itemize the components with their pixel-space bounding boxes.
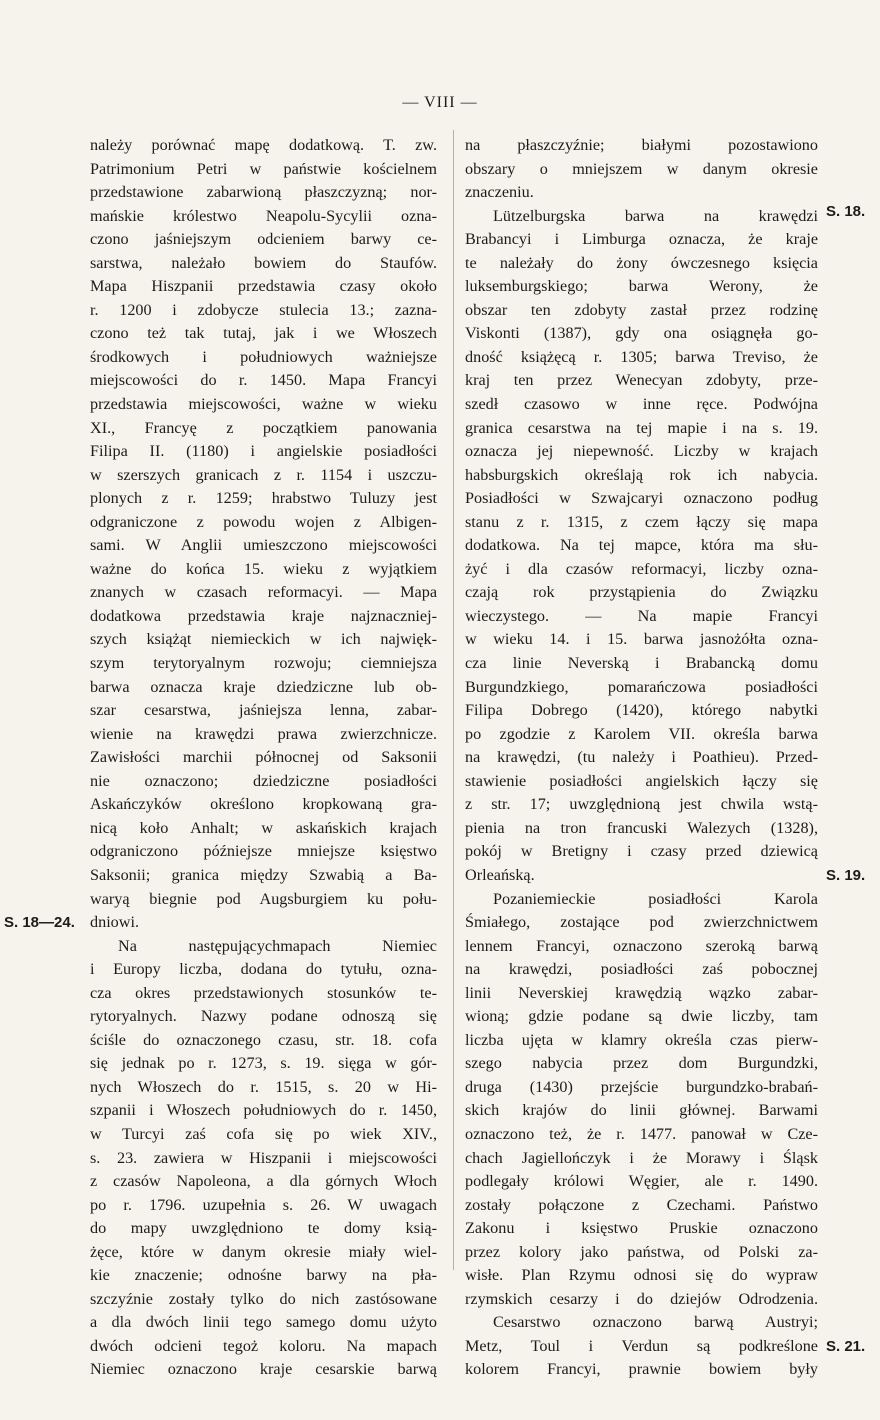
text-line: z str. 17; uwzględnioną jest chwila wstą- — [465, 795, 818, 814]
text-line: środkowych i południowych ważniejsze — [90, 347, 437, 366]
text-line: czono jaśniejszym odcieniem barwy ce- — [90, 230, 437, 249]
text-line: rzymskich cesarzy i do dziejów Odrodzenia. — [465, 1289, 818, 1308]
text-line: szym terytoryalnym rozwoju; ciemniejsza — [90, 654, 437, 673]
text-line: r. 1200 i zdobycze stulecia 13.; zazna- — [90, 300, 437, 319]
text-line: kie znaczenie; odnośne barwy na pła- — [90, 1266, 437, 1285]
text-line: Niemiec oznaczono kraje cesarskie barwą — [90, 1360, 437, 1379]
text-line: Brabancyi i Limburga oznacza, że kraje — [465, 230, 818, 249]
text-line: dodatkowa. Na tej mapce, która ma słu- — [465, 536, 818, 555]
text-line: szpanii i Włoszech południowych do r. 1450, — [90, 1101, 437, 1120]
text-line: szczyźnie zostały tylko do nich zastósowane — [90, 1289, 437, 1308]
text-line: przedstawione zabarwioną płaszczyzną; nor- — [90, 183, 437, 202]
text-line: z czasów Napoleona, a dla górnych Włoch — [90, 1172, 437, 1191]
text-line: wienie na krawędzi prawa zwierzchnicze. — [90, 724, 437, 743]
text-line: Śmiałego, zostające pod zwierzchnictwem — [465, 913, 818, 932]
text-line: ściśle do oznaczonego czasu, str. 18. cofa — [90, 1030, 437, 1049]
text-line: nych Włoszech do r. 1515, s. 20 w Hi- — [90, 1077, 437, 1096]
text-line: szych książąt niemieckich w ich najwięk- — [90, 630, 437, 649]
text-line: po zgodzie z Karolem VII. określa barwa — [465, 724, 818, 743]
margin-note-s18: S. 18. — [826, 203, 866, 220]
margin-note-s18-24: S. 18—24. — [4, 914, 75, 931]
text-line: nie oznaczono; dziedziczne posiadłości — [90, 771, 437, 790]
text-line: waryą biegnie pod Augsburgiem ku połu- — [90, 889, 437, 908]
text-line: oznacza jej niepewność. Liczby w krajach — [465, 442, 818, 461]
left-column — [90, 134, 437, 1382]
text-line: a dla dwóch linii tego samego domu użyto — [90, 1313, 437, 1332]
text-line: liczba ujęta w klamry określa czas pierw- — [465, 1030, 818, 1049]
margin-note-s21: S. 21. — [826, 1338, 866, 1355]
text-line: granica cesarstwa na tej mapie i na s. 19. — [465, 418, 818, 437]
text-line: Zawisłości marchii północnej od Saksonii — [90, 748, 437, 767]
text-line: czają rok przystąpienia do Związku — [465, 583, 818, 602]
text-line: Mapa Hiszpanii przedstawia czasy około — [90, 277, 437, 296]
text-line: Viskonti (1387), gdy ona osiągnęła go- — [465, 324, 818, 343]
text-line: wioną; gdzie podane są dwie liczby, tam — [465, 1007, 818, 1026]
right-column — [465, 134, 818, 1382]
text-line: stawienie posiadłości angielskich łączy się — [465, 771, 818, 790]
text-line: s. 23. zawiera w Hiszpanii i miejscowości — [90, 1148, 437, 1167]
text-line: i Europy liczba, dodana do tytułu, ozna- — [90, 960, 437, 979]
text-line: Cesarstwo oznaczono barwą Austryi; — [493, 1313, 818, 1332]
text-line: luksemburgskiego; barwa Werony, że — [465, 277, 818, 296]
text-line: na krawędzi, (tu należy i Poathieu). Przed- — [465, 748, 818, 767]
text-line: żęce, które w danym okresie miały wiel- — [90, 1242, 437, 1261]
text-line: plonych z r. 1259; hrabstwo Tuluzy jest — [90, 489, 437, 508]
text-line: ważne do końca 15. wieku z wyjątkiem — [90, 559, 437, 578]
text-line: obszary o mniejszem w danym okresie — [465, 159, 818, 178]
text-line: miejscowości do r. 1450. Mapa Francyi — [90, 371, 437, 390]
text-line: Askańczyków określono kropkowaną gra- — [90, 795, 437, 814]
text-line: do mapy uwzględniono te domy ksią- — [90, 1219, 437, 1238]
text-line: znaczeniu. — [465, 183, 534, 202]
text-line: Filipa II. (1180) i angielskie posiadłości — [90, 442, 437, 461]
text-line: chach Jagiellończyk i że Morawy i Śląsk — [465, 1148, 818, 1167]
text-line: zostały połączone z Czechami. Państwo — [465, 1195, 818, 1214]
text-line: sami. W Anglii umieszczono miejscowości — [90, 536, 437, 555]
text-line: dwóch odcieni tegoż koloru. Na mapach — [90, 1336, 437, 1355]
text-line: kraj ten przez Wenecyan zdobyty, prze- — [465, 371, 818, 390]
text-line: Posiadłości w Szwajcaryi oznaczono podług — [465, 489, 818, 508]
text-line: habsburgskich określają rok ich nabycia. — [465, 465, 818, 484]
text-line: kolorem Francyi, prawnie bowiem były — [465, 1360, 818, 1379]
text-line: pokój w Bretigny i czasy przed dziewicą — [465, 842, 818, 861]
margin-note-s19: S. 19. — [826, 867, 866, 884]
text-line: znanych w czasach reformacyi. — Mapa — [90, 583, 437, 602]
text-line: dność książęcą r. 1305; barwa Treviso, że — [465, 347, 818, 366]
text-line: dniowi. — [90, 913, 140, 932]
text-line: linii Neverskiej krawędzią wązko zabar- — [465, 983, 818, 1002]
text-line: obszar ten zdobyty zastał przez rodzinę — [465, 300, 818, 319]
text-line: szedł czasowo w inne ręce. Podwójna — [465, 395, 818, 414]
text-line: w wieku 14. i 15. barwa jasnożółta ozna- — [465, 630, 818, 649]
text-line: Saksonii; granica między Szwabią a Ba- — [90, 865, 437, 884]
column-divider — [453, 130, 454, 1270]
text-line: Metz, Toul i Verdun są podkreślone — [465, 1336, 818, 1355]
text-line: Filipa Dobrego (1420), którego nabytki — [465, 701, 818, 720]
text-line: pienia na tron francuski Walezych (1328), — [465, 818, 818, 837]
text-line: czono też tak tutaj, jak i we Włoszech — [90, 324, 437, 343]
text-line: przedstawia miejscowości, ważne w wieku — [90, 395, 437, 414]
text-line: odgraniczone z powodu wojen z Albigen- — [90, 512, 437, 531]
text-line: Zakonu i księstwo Pruskie oznaczono — [465, 1219, 818, 1238]
text-line: odgraniczono późniejsze mniejsze księstwo — [90, 842, 437, 861]
text-line: te należały do żony ówczesnego księcia — [465, 253, 818, 272]
text-line: Na następującychmapach Niemiec — [118, 936, 437, 955]
text-line: barwa oznacza kraje dziedziczne lub ob- — [90, 677, 437, 696]
text-line: oznaczono też, że r. 1477. panował w Cze- — [465, 1124, 818, 1143]
text-line: mańskie królestwo Neapolu-Sycylii ozna- — [90, 206, 437, 225]
text-line: skich krajów do linii głównej. Barwami — [465, 1101, 818, 1120]
text-line: się jednak po r. 1273, s. 19. sięga w gór- — [90, 1054, 437, 1073]
text-line: szego nabycia przez dom Burgundzki, — [465, 1054, 818, 1073]
text-line: należy porównać mapę dodatkową. T. zw. — [90, 136, 437, 154]
text-line: rytoryalnych. Nazwy podane odnoszą się — [90, 1007, 437, 1026]
text-line: żyć i dla czasów reformacyi, liczby ozna- — [465, 559, 818, 578]
text-line: Orleańską. — [465, 865, 535, 884]
text-line: druga (1430) przejście burgundzko-brabań- — [465, 1077, 818, 1096]
text-line: w Turcyi zaś cofa się po wiek XIV., — [90, 1124, 437, 1143]
text-line: stanu z r. 1315, z czem łączy się mapa — [465, 512, 818, 531]
text-line: wisłe. Plan Rzymu odnosi się do wypraw — [465, 1266, 818, 1285]
text-line: podlegały królowi Węgier, ale r. 1490. — [465, 1172, 818, 1191]
text-line: lennem Francyi, oznaczono szeroką barwą — [465, 936, 818, 955]
text-line: sarstwa, należało bowiem do Staufów. — [90, 253, 437, 272]
text-line: na płaszczyźnie; białymi pozostawiono — [465, 136, 818, 154]
text-line: wieczystego. — Na mapie Francyi — [465, 606, 818, 625]
text-line: Lützelburgska barwa na krawędzi — [493, 206, 818, 225]
text-line: dodatkowa przedstawia kraje najznaczniej- — [90, 606, 437, 625]
page-number: — VIII — — [402, 94, 478, 111]
text-line: Patrimonium Petri w państwie kościelnem — [90, 159, 437, 178]
text-line: w szerszych granicach z r. 1154 i uszczu- — [90, 465, 437, 484]
text-line: cza okres przedstawionych stosunków te- — [90, 983, 437, 1002]
text-line: przez kolory jako państwa, od Polski za- — [465, 1242, 818, 1261]
text-line: Burgundzkiego, pomarańczowa posiadłości — [465, 677, 818, 696]
text-line: po r. 1796. uzupełnia s. 26. W uwagach — [90, 1195, 437, 1214]
text-line: Pozaniemieckie posiadłości Karola — [493, 889, 818, 908]
text-line: cza linie Neverską i Brabancką domu — [465, 654, 818, 673]
text-line: XI., Francyę z początkiem panowania — [90, 418, 437, 437]
text-line: szar cesarstwa, jaśniejsza lenna, zabar- — [90, 701, 437, 720]
text-line: nicą koło Anhalt; w askańskich krajach — [90, 818, 437, 837]
text-line: na krawędzi, posiadłości zaś pobocznej — [465, 960, 818, 979]
